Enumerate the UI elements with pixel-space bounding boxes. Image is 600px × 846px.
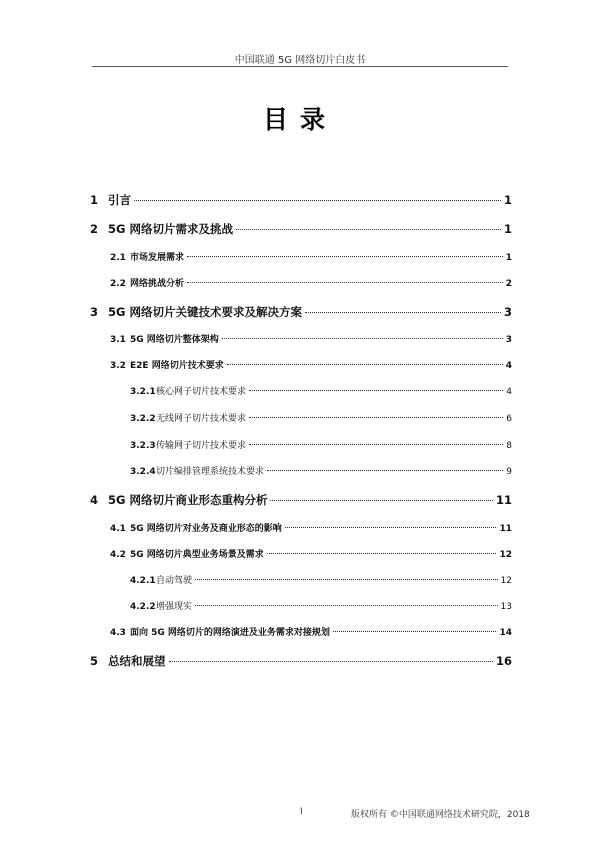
toc-label: 传输网子切片技术要求 bbox=[156, 441, 247, 451]
toc-label: 5G 网络切片整体架构 bbox=[130, 335, 219, 345]
toc-entry-2[interactable] bbox=[90, 221, 512, 237]
toc-entry-3-2-4[interactable] bbox=[130, 464, 512, 477]
toc-leader bbox=[187, 282, 503, 283]
toc-label: 网络挑战分析 bbox=[130, 279, 185, 289]
toc-page-number: 3 bbox=[505, 335, 512, 345]
toc-label: 5G 网络切片需求及挑战 bbox=[108, 222, 233, 236]
toc-entry-3-2[interactable] bbox=[110, 358, 512, 371]
running-header: 中国联通 5G 网络切片白皮书 bbox=[234, 55, 366, 66]
toc-page-number: 13 bbox=[500, 602, 512, 612]
toc-entry-4-3[interactable] bbox=[110, 625, 512, 638]
toc-leader bbox=[249, 417, 503, 418]
toc-leader bbox=[134, 200, 501, 201]
toc-number: 1 bbox=[90, 193, 99, 207]
toc-page-number: 11 bbox=[495, 493, 512, 507]
toc-label: 5G 网络切片关键技术要求及解决方案 bbox=[108, 305, 302, 319]
toc-leader bbox=[249, 390, 503, 391]
toc-number: 2.2 bbox=[110, 279, 126, 289]
toc-label: 切片编排管理系统技术要求 bbox=[156, 467, 265, 477]
toc-page-number: 8 bbox=[506, 441, 512, 451]
toc-number: 3.2.4 bbox=[130, 467, 156, 477]
toc-number: 3.2 bbox=[110, 361, 126, 371]
toc-leader bbox=[267, 470, 503, 471]
toc-label: 引言 bbox=[108, 193, 131, 207]
toc-number: 4.2 bbox=[110, 550, 126, 560]
toc-leader bbox=[195, 579, 498, 580]
toc-page-number: 6 bbox=[506, 414, 512, 424]
toc-entry-3-2-2[interactable] bbox=[130, 411, 512, 424]
toc-leader bbox=[305, 312, 501, 313]
toc-leader bbox=[227, 364, 503, 365]
toc-label: 自动驾驶 bbox=[156, 576, 193, 586]
toc-number: 4.3 bbox=[110, 628, 126, 638]
toc-label: 无线网子切片技术要求 bbox=[156, 414, 247, 424]
toc-entry-4-2[interactable] bbox=[110, 547, 512, 560]
toc-number: 3.2.2 bbox=[130, 414, 156, 424]
toc-page-number: 9 bbox=[506, 467, 512, 477]
toc-entry-5[interactable] bbox=[90, 653, 512, 669]
toc-entry-3-1[interactable] bbox=[110, 332, 512, 345]
toc-entry-3[interactable] bbox=[90, 304, 512, 320]
toc-page-number: 16 bbox=[495, 654, 512, 668]
toc-entry-4-2-1[interactable] bbox=[130, 573, 512, 586]
toc-entry-2-2[interactable] bbox=[110, 276, 512, 289]
toc-entry-3-2-1[interactable] bbox=[130, 384, 512, 397]
toc-page-number: 14 bbox=[499, 628, 512, 638]
toc-label: 5G 网络切片对业务及商业形态的影响 bbox=[130, 524, 282, 534]
toc-page-number: 1 bbox=[503, 222, 512, 236]
footer-page-number: I bbox=[300, 807, 303, 817]
toc-number: 4 bbox=[90, 493, 99, 507]
toc-page-number: 11 bbox=[499, 524, 512, 534]
toc-number: 2 bbox=[90, 222, 99, 236]
footer-copyright: 版权所有 ©中国联通网络技术研究院，2018 bbox=[351, 810, 530, 820]
toc-number: 3.2.3 bbox=[130, 441, 156, 451]
toc-number: 4.2.1 bbox=[130, 576, 156, 586]
toc-page-number: 2 bbox=[505, 279, 512, 289]
toc-page-number: 3 bbox=[503, 305, 512, 319]
toc-leader bbox=[169, 661, 493, 662]
toc-leader bbox=[333, 631, 497, 632]
toc-entry-4-1[interactable] bbox=[110, 521, 512, 534]
toc-number: 5 bbox=[90, 654, 99, 668]
toc-number: 3.2.1 bbox=[130, 387, 156, 397]
toc-entry-3-2-3[interactable] bbox=[130, 438, 512, 451]
toc-label: 面向 5G 网络切片的网络演进及业务需求对接规划 bbox=[130, 628, 330, 638]
toc-leader bbox=[249, 444, 503, 445]
toc-leader bbox=[285, 527, 497, 528]
toc-label: 增强现实 bbox=[156, 602, 193, 612]
toc-label: 市场发展需求 bbox=[130, 253, 185, 263]
toc-page-number: 1 bbox=[505, 253, 512, 263]
toc-entry-1[interactable] bbox=[90, 192, 512, 208]
toc-entry-4-2-2[interactable] bbox=[130, 599, 512, 612]
toc-number: 3.1 bbox=[110, 335, 126, 345]
toc-leader bbox=[195, 605, 498, 606]
toc-label: 总结和展望 bbox=[108, 654, 166, 668]
toc-number: 3 bbox=[90, 305, 99, 319]
toc-entry-4[interactable] bbox=[90, 492, 512, 508]
toc-page-number: 12 bbox=[500, 576, 512, 586]
toc-label: 核心网子切片技术要求 bbox=[156, 387, 247, 397]
toc-page-number: 12 bbox=[499, 550, 512, 560]
toc-page-number: 1 bbox=[503, 193, 512, 207]
toc-number: 4.1 bbox=[110, 524, 126, 534]
toc-label: 5G 网络切片商业形态重构分析 bbox=[108, 493, 268, 507]
toc-label: 5G 网络切片典型业务场景及需求 bbox=[130, 550, 264, 560]
toc-leader bbox=[236, 229, 501, 230]
toc-leader bbox=[187, 256, 503, 257]
toc-number: 4.2.2 bbox=[130, 602, 156, 612]
toc-leader bbox=[267, 553, 497, 554]
toc-label: E2E 网络切片技术要求 bbox=[130, 361, 224, 371]
page-title: 目录 bbox=[262, 105, 337, 134]
toc-number: 2.1 bbox=[110, 253, 126, 263]
toc-leader bbox=[270, 500, 493, 501]
toc-leader bbox=[222, 338, 503, 339]
toc-page-number: 4 bbox=[505, 361, 512, 371]
toc-page-number: 4 bbox=[506, 387, 512, 397]
toc-entry-2-1[interactable] bbox=[110, 250, 512, 263]
